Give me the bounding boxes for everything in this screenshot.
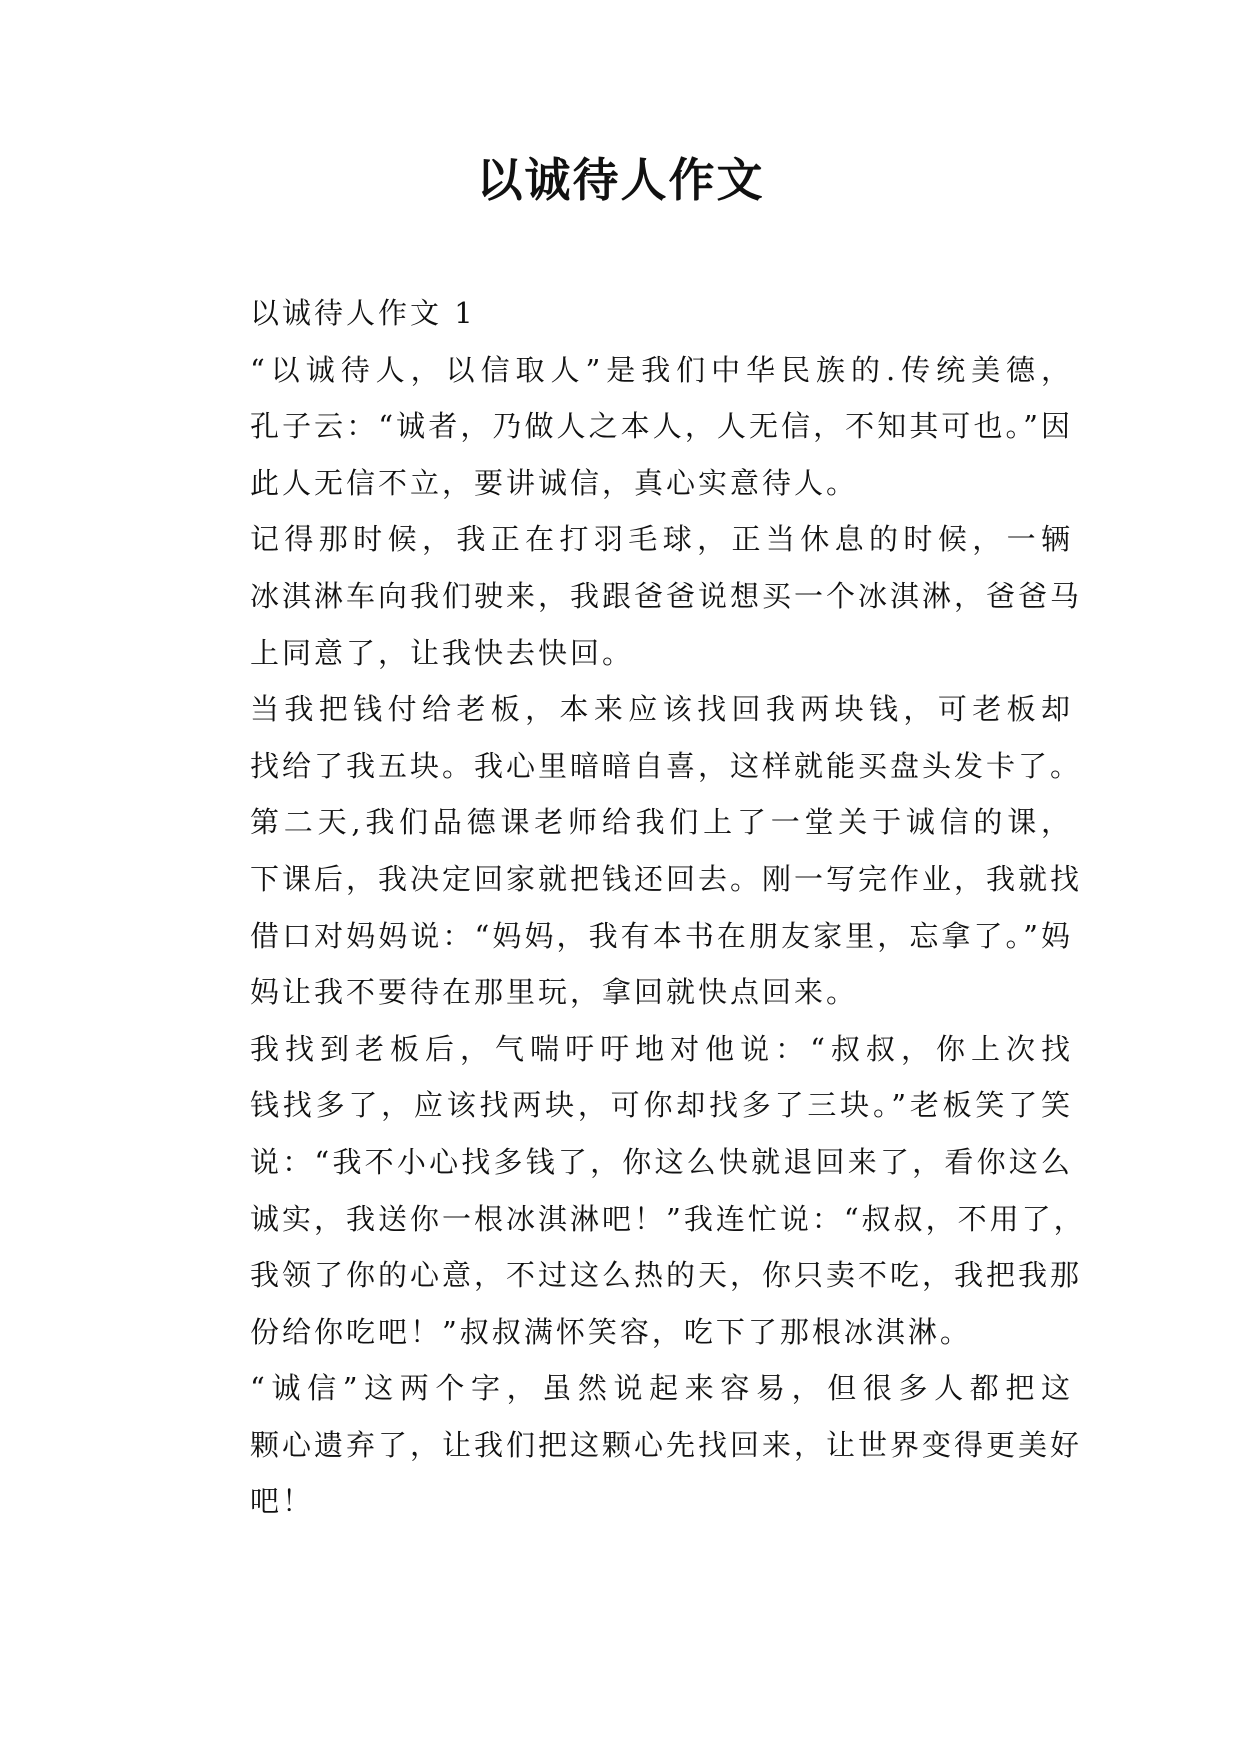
subheading-text: 以诚待人作文 1 [250,296,476,330]
paragraph-2 [188,511,1083,681]
paragraph-line: 当我把钱付给老板，本来应该找回我两块钱，可老板却 [250,692,1073,727]
paragraph-line: 说：“我不小心找多钱了，你这么快就退回来了，看你这么 [250,1144,1073,1179]
paragraph-line: 颗心遗弃了，让我们把这颗心先找回来，让世界变得更美好 [250,1427,1083,1462]
paragraph-line: 找给了我五块。我心里暗暗自喜，这样就能买盘头发卡了。 [250,748,1083,783]
paragraph-line: 我领了你的心意，不过这么热的天，你只卖不吃，我把我那 [250,1258,1083,1293]
paragraph-5 [188,1021,1086,1361]
paragraph-line: 第二天,我们品德课老师给我们上了一堂关于诚信的课， [250,805,1073,840]
paragraph-line: 诚实，我送你一根冰淇淋吧！”我连忙说：“叔叔，不用了， [250,1201,1086,1236]
paragraph-line: 此人无信不立，要讲诚信，真心实意待人。 [250,465,859,500]
document-title: 以诚待人作文 [476,153,765,207]
paragraph-6 [188,1360,1083,1530]
paragraph-4 [188,794,1083,1020]
paragraph-line: “以诚待人，以信取人”是我们中华民族的.传统美德， [250,352,1073,387]
paragraph-line: “诚信”这两个字，虽然说起来容易，但很多人都把这 [250,1371,1073,1406]
document-body [188,285,1086,1530]
paragraph-line: 吧！ [250,1484,315,1519]
paragraph-line: 记得那时候，我正在打羽毛球，正当休息的时候，一辆 [250,522,1073,557]
paragraph-line: 借口对妈妈说：“妈妈，我有本书在朋友家里，忘拿了。”妈 [250,918,1073,953]
paragraph-line: 上同意了，让我快去快回。 [250,635,635,670]
paragraph-line: 下课后，我决定回家就把钱还回去。刚一写完作业，我就找 [250,861,1083,896]
paragraph-3 [188,681,1083,794]
paragraph-1 [188,342,1073,512]
paragraph-line: 孔子云：“诚者，乃做人之本人，人无信，不知其可也。”因 [250,409,1073,444]
paragraph-line: 冰淇淋车向我们驶来，我跟爸爸说想买一个冰淇淋，爸爸马 [250,578,1083,613]
subheading [188,285,1073,342]
paragraph-line: 钱找多了，应该找两块，可你却找多了三块。”老板笑了笑 [250,1088,1073,1123]
paragraph-line: 我找到老板后，气喘吁吁地对他说：“叔叔，你上次找 [250,1031,1073,1066]
paragraph-line: 份给你吃吧！”叔叔满怀笑容，吃下了那根冰淇淋。 [250,1314,972,1349]
paragraph-line: 妈让我不要待在那里玩，拿回就快点回来。 [250,975,859,1010]
